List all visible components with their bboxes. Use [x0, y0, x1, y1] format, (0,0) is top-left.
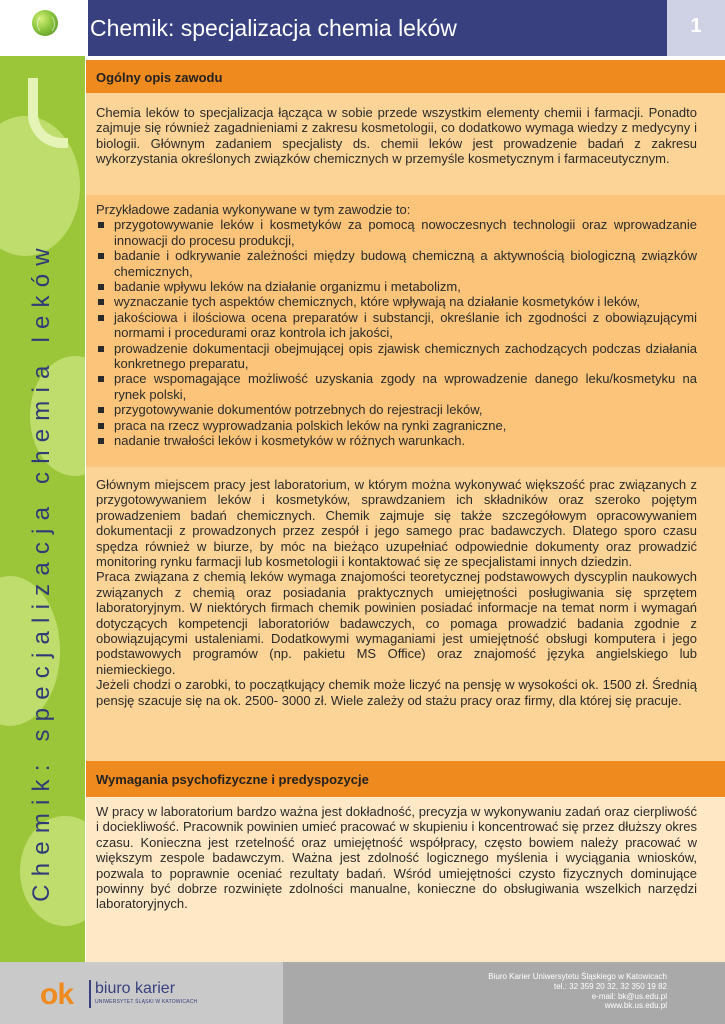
workplace-text: [96, 477, 697, 708]
list-item: jakościowa i ilościowa ocena preparatów i substancji, określanie ich zgodności z obowiązującymi normami i procedurami oraz kontrola ich jakości,: [96, 310, 697, 341]
section-heading: Ogólny opis zawodu: [96, 70, 223, 85]
sidebar: [0, 56, 85, 962]
requirements-panel: [86, 797, 725, 962]
footer-email[interactable]: e-mail: bk@us.edu.pl: [591, 991, 667, 1001]
workplace-paragraph: Głównym miejscem pracy jest laboratorium, w którym można wykonywać większość prac związanych z przygotowywaniem leków i kosmetyków, sprawdzaniem ich składników oraz szeroko pojętym prowadzeniem badań chemicznych. Chemik zajmuje się także szczegółowym opracowywaniem dokumentacji z prowadzonych przez zespół i jego samego prac badawczych. Dlatego sporo czasu spędza również w biurze, by móc na bieżąco uzupełniać odpowiednie dokumenty oraz prowadzić monitoring rynku farmacji lub kosmetologii i kontaktować się ze specjalistami innych dziedzin.: [96, 477, 697, 570]
page-footer: [0, 962, 725, 1024]
page-number-box: [667, 0, 725, 56]
list-item: nadanie trwałości leków i kosmetyków w różnych warunkach.: [96, 433, 697, 448]
requirements-text: W pracy w laboratorium bardzo ważna jest dokładność, precyzja w wykonywaniu zadań oraz cierpliwość i dociekliwość. Pracownik powinien umieć pracować w skupieniu i koncentrować się przez dłuższy okres czasu. Konieczna jest rzetelność oraz umiejętność współpracy, często bowiem należy pracować w większym zespole badawczym. Ważna jest zdolność logicznego myślenia i wyciągania wniosków, pozwala to poprawnie oceniać rezultaty badań. Wśród umiejętności czysto fizycznych dominujące powinny być dobrze rozwinięte zdolności manualne, konieczne do obsługiwania wszelkich narzędzi laboratoryjnych.: [96, 804, 697, 912]
general-panel: [86, 93, 725, 195]
logo-subtitle: UNIWERSYTET ŚLĄSKI W KATOWICACH: [95, 999, 198, 1005]
section-heading-bar: [86, 761, 725, 797]
general-description: Chemia leków to specjalizacja łącząca w sobie przede wszystkim elementy chemii i farmacji. Ponadto zajmuje się również zagadnieniami z zakresu kosmetologii, co dodatkowo wymaga wiedzy z medycyny i biologii. Głównym zadaniem specjalisty ds. chemii leków jest prowadzenie badań z zakresu wykorzystania określonych związków chemicznych w przemyśle kosmetycznym i farmaceutycznym.: [96, 105, 697, 167]
list-item: przygotowywanie leków i kosmetyków za pomocą nowoczesnych technologii oraz wprowadzanie innowacji do procesu produkcji,: [96, 217, 697, 248]
workplace-panel: [86, 467, 725, 761]
globe-icon: [32, 10, 58, 36]
page-title: Chemik: specjalizacja chemia leków: [90, 15, 457, 41]
section-heading: Wymagania psychofizyczne i predyspozycje: [96, 772, 369, 787]
page-number: 1: [690, 15, 702, 37]
list-item: praca na rzecz wyprowadzania polskich leków na rynki zagraniczne,: [96, 418, 697, 433]
list-item: prowadzenie dokumentacji obejmującej opis zjawisk chemicznych zachodzących podczas działania konkretnego preparatu,: [96, 341, 697, 372]
workplace-paragraph: Praca związana z chemią leków wymaga znajomości teoretycznej podstawowych dyscyplin naukowych związanych z chemią oraz posiadania praktycznych umiejętności posługiwania się sprzętem laboratoryjnym. W niektórych firmach chemik powinien posiadać informacje na temat norm i wymagań dotyczących kompetencji laboratoriów badawczych, co pomaga prowadzić badania zgodnie z obowiązującymi ustaleniami. Dodatkowymi wymaganiami jest umiejętność obsługi komputera i jego podstawowych programów (np. pakietu MS Office) oraz znajomość języka angielskiego lub niemieckiego.: [96, 569, 697, 677]
content-column: [86, 60, 725, 962]
footer-phone: tel.: 32 359 20 32, 32 350 19 82: [554, 981, 667, 991]
list-item: przygotowywanie dokumentów potrzebnych do rejestracji leków,: [96, 402, 697, 417]
list-item: wyznaczanie tych aspektów chemicznych, które wpływają na działanie kosmetyków i leków,: [96, 294, 697, 309]
workplace-paragraph: Jeżeli chodzi o zarobki, to początkujący chemik może liczyć na pensję w wysokości ok. 1500 zł. Średnią pensję szacuje się na ok. 2500- 3000 zł. Wiele zależy od stażu pracy oraz firmy, dla której się pracuje.: [96, 677, 697, 708]
page-header: [0, 0, 725, 56]
tasks-panel: [86, 195, 725, 467]
logo-mark: ok: [40, 978, 74, 1011]
footer-org: Biuro Karier Uniwersytetu Śląskiego w Katowicach: [488, 972, 667, 981]
footer-logo-area: [0, 962, 283, 1024]
tasks-intro: Przykładowe zadania wykonywane w tym zawodzie to:: [96, 202, 411, 217]
footer-website[interactable]: www.bk.us.edu.pl: [604, 1001, 667, 1011]
logo-name: biuro karier: [95, 980, 176, 997]
list-item: prace wspomagające możliwość uzyskania zgody na wprowadzenie danego leku/kosmetyku na rynek polski,: [96, 371, 697, 402]
footer-contact: [488, 972, 667, 1011]
tasks-block: [96, 202, 697, 449]
list-item: badanie i odkrywanie zależności między budową chemiczną a aktywnością biologiczną związków chemicznych,: [96, 248, 697, 279]
section-heading-bar: [86, 60, 725, 93]
list-item: badanie wpływu leków na działanie organizmu i metabolizm,: [96, 279, 697, 294]
sidebar-vertical-title: Chemik: specjalizacja chemia leków: [28, 240, 55, 902]
tasks-list: [96, 217, 697, 448]
logo-divider: [89, 980, 91, 1008]
